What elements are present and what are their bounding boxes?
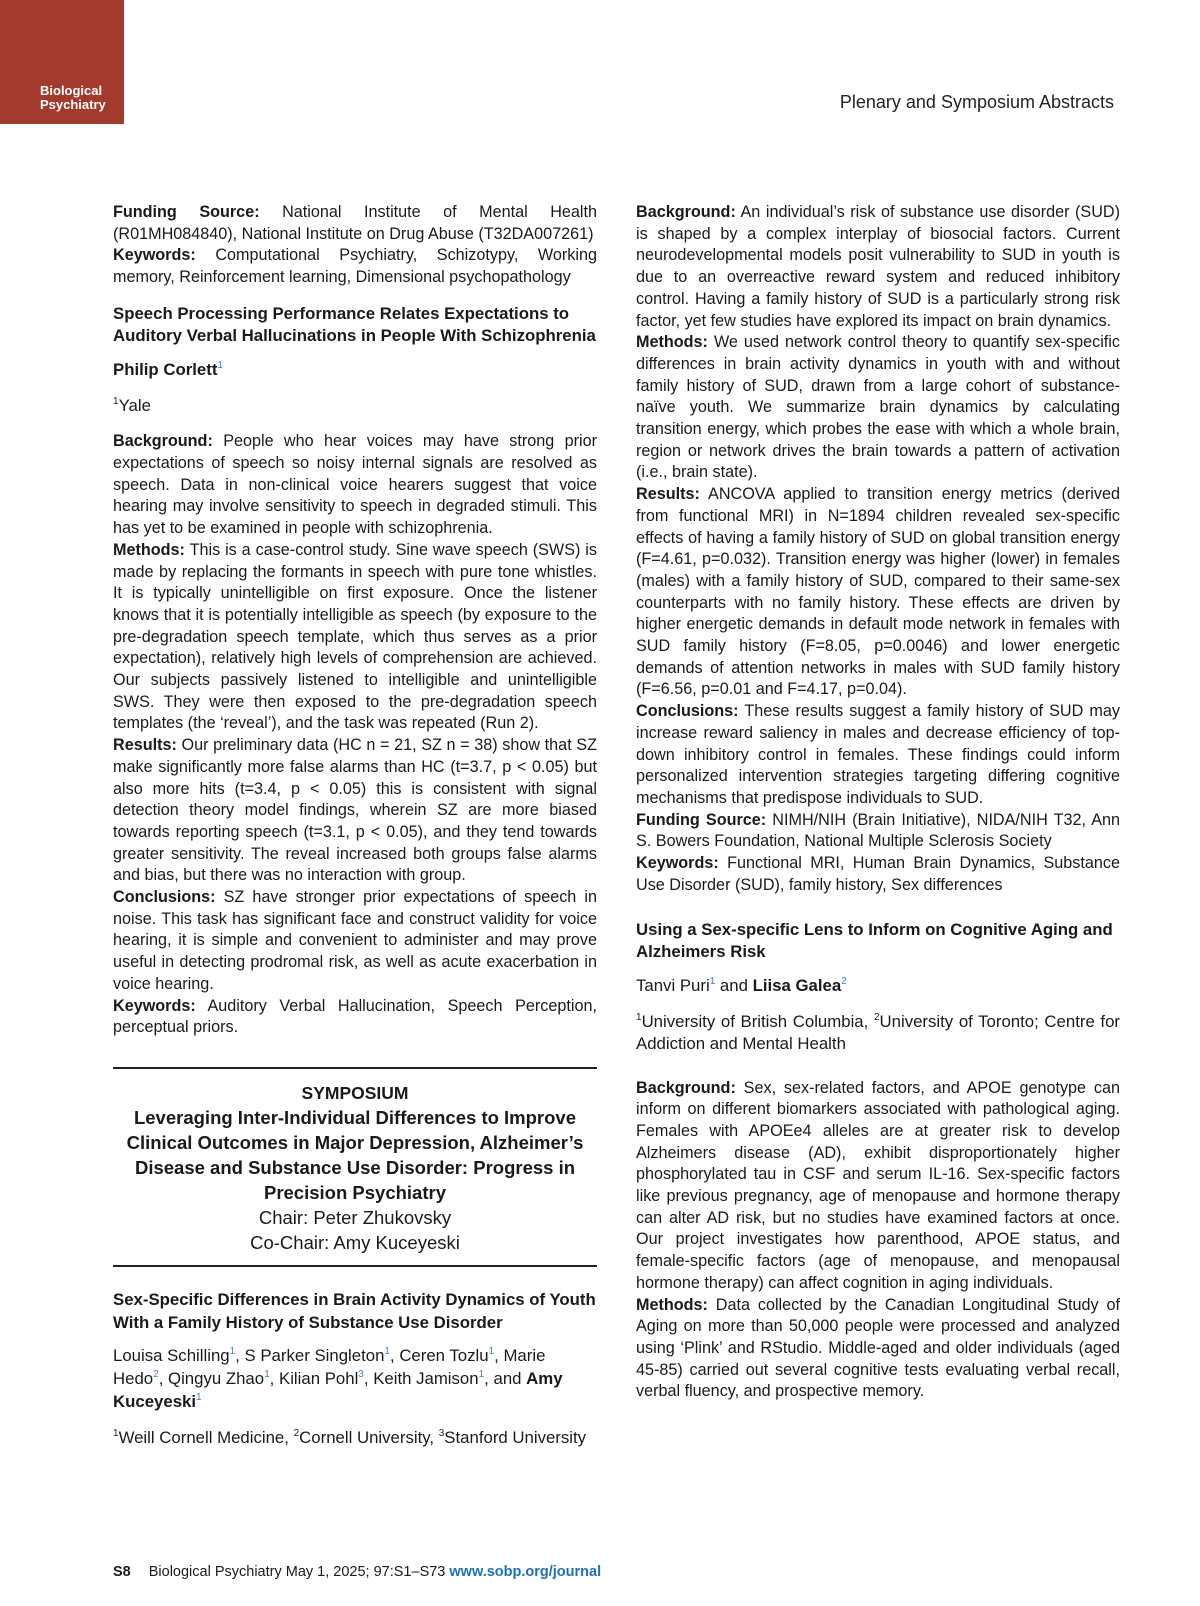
affil-name: University of Toronto; Centre for Addiction and Mental Health <box>636 1011 1121 1053</box>
prev-funding: Funding Source: National Institute of Mental Health (R01MH084840), National Institute on Drug Abuse (T32DA007261) <box>113 203 598 243</box>
abstract-conclusions: Conclusions: These results suggest a family history of SUD may increase reward saliency in males and decrease efficiency of top-down inhibitory control in females. These findings could inform personalized intervention strategies targeting differing cognitive mechanisms that predispose individuals to SUD. <box>636 702 1120 807</box>
abstract-title: Using a Sex-specific Lens to Inform on Cognitive Aging and Alzheimers Risk <box>636 919 1113 961</box>
symposium-kicker: SYMPOSIUM <box>301 1083 409 1103</box>
journal-badge <box>0 0 124 124</box>
footer-citation: Biological Psychiatry May 1, 2025; 97:S1–S73 <box>148 1564 450 1580</box>
abstract-results: Results: Our preliminary data (HC n = 21, SZ n = 38) show that SZ make significantly more false alarms than HC (t=3.7, p < 0.05) but also more hits (t=3.4, p < 0.05) this is consistent with signal detection theory model findings, wherein SZ are more biased towards reporting speech (t=3.1, p < 0.05), and they tend towards greater sensitivity. The reveal increased both groups false alarms and bias, but there was no interaction with group. <box>113 736 597 885</box>
affil-ref: 2 <box>293 1428 300 1439</box>
affil-name: Cornell University, <box>299 1428 439 1447</box>
author-conjunction: and <box>493 1369 527 1388</box>
abstract-authors <box>113 1344 597 1413</box>
author-name: Qingyu Zhao <box>168 1369 265 1388</box>
abstract-authors: Tanvi Puri$^1$ and Liisa Galea$^2$ <box>636 975 847 995</box>
page-footer <box>113 1564 601 1580</box>
author-separator: , <box>484 1369 494 1388</box>
abstract-conclusions: Conclusions: SZ have stronger prior expectations of speech in noise. This task has significant face and construct validity for voice hearing, it is simple and convenient to administer and may prove useful in detecting prodromal risk, as well as acute exacerbation in voice hearing. <box>113 888 597 993</box>
page-number: S8 <box>113 1564 131 1580</box>
author-affil-ref: 1 <box>478 1369 485 1380</box>
right-column <box>636 202 1120 1403</box>
abstract-methods: Methods: We used network control theory to quantify sex-specific differences in brain activity dynamics in youth with and without family history of SUD, drawn from a large cohort of substance-naïve youth. We summarize brain dynamics by calculating transition energy, which probes the ease with which a whole brain, region or network drives the brain towards a pattern of activation (i.e., brain state). <box>636 333 1120 482</box>
abstract-methods: Methods: Data collected by the Canadian Longitudinal Study of Aging on more than 50,000 people were processed and analyzed using ‘Plink’ and RStudio. Middle-aged and older individuals (aged 45-85) carried out several cognitive tests evaluating verbal recall, verbal fluency, and prospective memory. <box>636 1295 1120 1401</box>
affil-name: Stanford University <box>444 1428 587 1447</box>
author-affil-ref: 1 <box>264 1369 270 1380</box>
author-affil-ref: 1 <box>384 1346 390 1357</box>
abstract-affiliation <box>113 1427 597 1450</box>
abstract-keywords: Keywords: Functional MRI, Human Brain Dynamics, Substance Use Disorder (SUD), family history, Sex differences <box>636 854 1120 894</box>
journal-link[interactable]: www.sobp.org/journal <box>449 1564 602 1580</box>
affil-name: University of British Columbia, <box>641 1011 874 1031</box>
prev-keywords: Keywords: Computational Psychiatry, Schizotypy, Working memory, Reinforcement learning, Dimensional psychopathology <box>113 246 597 287</box>
author-separator: , <box>269 1369 279 1388</box>
running-header: Plenary and Symposium Abstracts <box>839 92 1114 112</box>
journal-badge-text: Biological Psychiatry <box>40 83 106 112</box>
author-separator: , <box>235 1346 245 1365</box>
abstract-background: Background: Sex, sex-related factors, and APOE genotype can inform on different biomarkers associated with pathological aging. Females with APOEe4 alleles are at greater risk to develop Alzheimers disease (AD), exhibit disproportionately higher phosphorylated tau in CSF and serum IL-16. Sex-specific factors like previous pregnancy, age of menopause and hormone therapy can alter AD risk, but no studies have examined factors at once. Our project investigates how parenthood, APOE status, and female-specific factors (age of menopause, and menopausal hormone therapy) can affect cognition in aging individuals. <box>636 1078 1120 1292</box>
symposium-cochair: Co-Chair: Amy Kuceyeski <box>250 1232 460 1253</box>
author-separator: , <box>158 1369 169 1388</box>
symposium-header <box>113 1067 597 1267</box>
author-affil-ref: 1 <box>488 1346 495 1357</box>
left-column <box>113 202 597 1450</box>
abstract-methods: Methods: This is a case-control study. Sine wave speech (SWS) is made by replacing the formants in speech with pure tone whistles. It is typically unintelligible on first exposure. Once the listener knows that it is potentially intelligible as speech (by exposure to the pre-degradation speech template, which thus serves as a prior expectation), relatively high levels of comprehension are achieved. Our subjects passively listened to intelligible and unintelligible SWS. They were then exposed to the pre-degradation speech templates (the ‘reveal’), and the task was repeated (Run 2). <box>113 540 597 733</box>
author-name: Louisa Schilling <box>113 1346 230 1365</box>
author-name: S Parker Singleton <box>244 1346 385 1365</box>
abstract-background: Background: People who hear voices may have strong prior expectations of speech so noisy internal signals are resolved as speech. Data in non-clinical voice hearers suggest that voice hearing may involve sensitivity to speech in degraded stimuli. This has yet to be examined in people with schizophrenia. <box>113 432 597 538</box>
abstract-results: Results: ANCOVA applied to transition energy metrics (derived from functional MRI) in N=1894 children revealed sex-specific effects of having a family history of SUD on global transition energy (F=4.61, p=0.032). Transition energy was higher (lower) in females (males) with a family history of SUD, compared to their same-sex counterparts with no family history. These effects are driven by higher energetic demands in default mode network in females with SUD family history (F=8.05, p=0.0046) and lower energetic demands of attention networks in males with SUD family history (F=6.56, p=0.01 and F=4.17, p=0.04). <box>636 485 1120 699</box>
abstract-affiliation: $^1$Yale <box>113 395 151 415</box>
author-affil-ref: 2 <box>153 1369 159 1380</box>
author-name: Ceren Tozlu <box>399 1346 489 1365</box>
abstract-title: Sex-Specific Differences in Brain Activity Dynamics of Youth With a Family History of Substance Use Disorder <box>113 1290 596 1332</box>
abstract-title: Speech Processing Performance Relates Expectations to Auditory Verbal Hallucinations in People With Schizophrenia <box>113 303 596 346</box>
abstract-background: Background: An individual’s risk of substance use disorder (SUD) is shaped by a complex interplay of biosocial factors. Current neurodevelopmental models posit vulnerability to SUD in youth is due to an overreactive reward system and reduced inhibitory control. Having a family history of SUD is a particularly strong risk factor, yet few studies have explored its impact on brain dynamics. <box>636 203 1120 330</box>
affil-ref: 2 <box>873 1011 880 1023</box>
author-name: Keith Jamison <box>373 1369 479 1388</box>
symposium-title: Leveraging Inter-Individual Differences to Improve Clinical Outcomes in Major Depression, Alzheimer’s Disease and Substance Use Disorder: Progress in Precision Psychiatry <box>126 1107 584 1203</box>
abstract-authors: Philip Corlett$^1$ <box>113 359 223 379</box>
author-name: Marie Hedo <box>113 1346 546 1388</box>
author-affil-ref: 1 <box>229 1346 236 1357</box>
author-separator: , <box>363 1369 374 1388</box>
author-separator: , <box>494 1346 504 1365</box>
affil-name: Weill Cornell Medicine, <box>118 1428 294 1447</box>
abstract-funding: Funding Source: NIMH/NIH (Brain Initiative), NIDA/NIH T32, Ann S. Bowers Foundation, National Multiple Sclerosis Society <box>636 810 1120 851</box>
author-affil-ref: 3 <box>358 1369 364 1380</box>
abstract-keywords: Keywords: Auditory Verbal Hallucination, Speech Perception, perceptual priors. <box>113 996 597 1037</box>
affil-ref: 3 <box>438 1428 445 1439</box>
author-separator: , <box>389 1346 400 1365</box>
abstract-affiliation <box>636 1011 1120 1056</box>
author-affil-ref: 1 <box>196 1392 202 1403</box>
author-name: Amy Kuceyeski <box>113 1369 563 1411</box>
symposium-chair: Chair: Peter Zhukovsky <box>258 1207 452 1228</box>
author-name: Kilian Pohl <box>279 1369 359 1388</box>
affil-ref: 1 <box>636 1011 642 1023</box>
affil-ref: 1 <box>113 1428 119 1439</box>
